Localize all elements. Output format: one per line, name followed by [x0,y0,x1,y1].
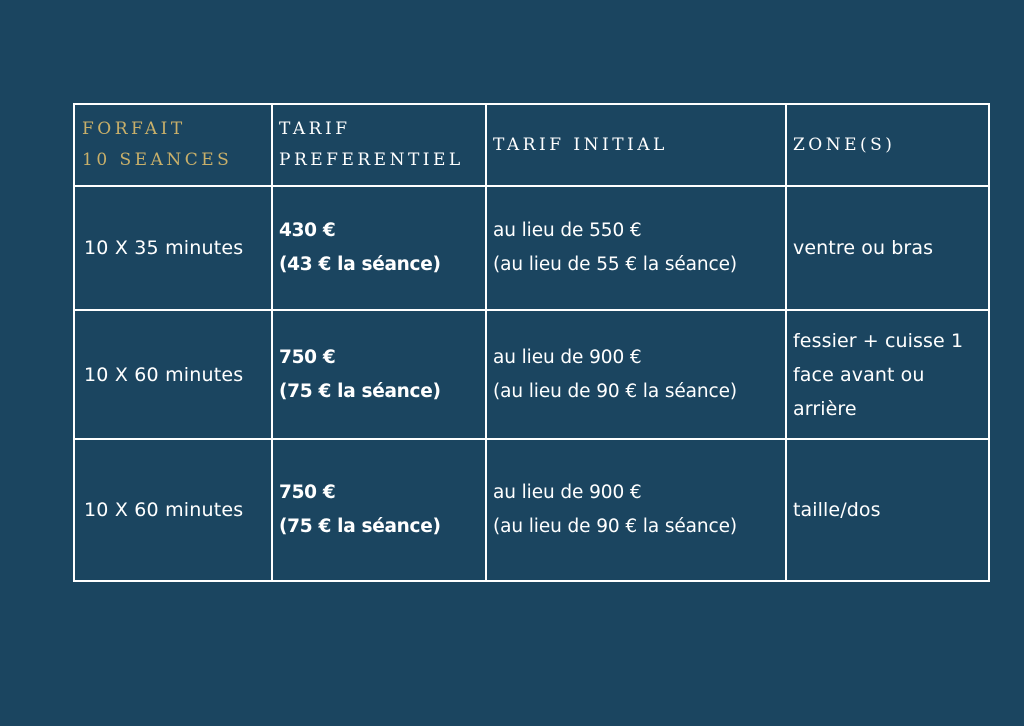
header-preferentiel-line2: PREFERENTIEL [279,150,464,170]
initial-price-cell [486,310,786,439]
zone-cell [786,310,989,439]
zone-line: fessier + cuisse 1 [793,329,964,352]
table-row [74,439,989,581]
table-header-row [74,104,989,186]
duration-cell: 10 X 60 minutes [74,310,272,439]
duration-cell: 10 X 35 minutes [74,186,272,310]
zone-line: arrière [793,397,857,420]
initial-per-session: (au lieu de 90 € la séance) [493,380,738,402]
preferential-price: 750 € [279,346,336,368]
header-zones [786,104,989,186]
header-forfait-line1: FORFAIT [82,119,186,139]
header-preferentiel-line1: TARIF [279,119,351,139]
initial-price-cell [486,186,786,310]
header-initial-label: TARIF INITIAL [493,134,668,155]
initial-price: au lieu de 550 € [493,220,642,241]
initial-per-session: (au lieu de 90 € la séance) [493,516,738,537]
zone-line: ventre ou bras [793,237,934,259]
preferential-price-cell [272,439,486,581]
header-zones-label: ZONE(S) [793,134,896,155]
header-forfait [74,104,272,186]
initial-per-session: (au lieu de 55 € la séance) [493,254,738,275]
initial-price: au lieu de 900 € [493,346,642,368]
duration-cell: 10 X 60 minutes [74,439,272,581]
zone-cell [786,186,989,310]
preferential-price-cell [272,186,486,310]
preferential-price-cell [272,310,486,439]
initial-price: au lieu de 900 € [493,482,642,503]
preferential-per-session: (75 € la séance) [279,516,441,537]
header-forfait-line2: 10 SEANCES [82,150,233,170]
preferential-price: 430 € [279,220,336,241]
zone-cell [786,439,989,581]
table-row [74,186,989,310]
header-tarif-initial [486,104,786,186]
preferential-per-session: (75 € la séance) [279,380,441,402]
preferential-price: 750 € [279,482,336,503]
zone-line: face avant ou [793,363,925,386]
pricing-table [73,103,990,582]
zone-line: taille/dos [793,499,881,521]
initial-price-cell [486,439,786,581]
header-tarif-preferentiel [272,104,486,186]
preferential-per-session: (43 € la séance) [279,254,441,275]
table-row [74,310,989,439]
